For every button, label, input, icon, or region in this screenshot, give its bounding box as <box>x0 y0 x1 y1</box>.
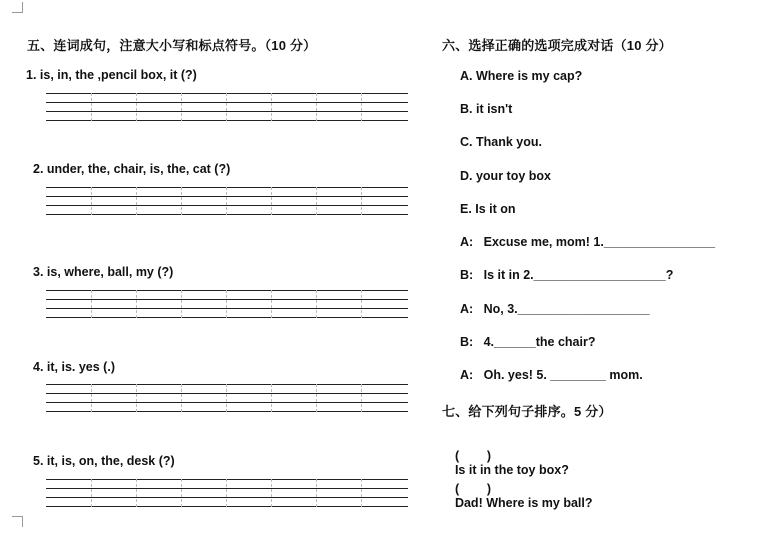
grid-divider <box>271 290 272 318</box>
grid-divider <box>316 187 317 215</box>
grid-divider <box>136 479 137 507</box>
corner-mark-top-left <box>12 2 23 13</box>
grid-divider <box>271 479 272 507</box>
order-bracket-1: ( ) <box>454 449 492 463</box>
ruled-line <box>46 290 408 291</box>
ruled-line <box>46 488 408 489</box>
grid-divider <box>181 93 182 121</box>
question-1: 1. is, in, the ,pencil box, it (?) <box>26 68 197 82</box>
grid-divider <box>316 93 317 121</box>
question-2: 2. under, the, chair, is, the, cat (?) <box>33 162 231 176</box>
ruled-line <box>46 187 408 188</box>
grid-divider <box>316 384 317 412</box>
grid-divider <box>361 93 362 121</box>
question-5: 5. it, is, on, the, desk (?) <box>33 454 175 468</box>
section7-title: 七、给下列句子排序。5 分） <box>442 404 612 419</box>
grid-divider <box>91 290 92 318</box>
ruled-line <box>46 111 408 112</box>
grid-divider <box>91 384 92 412</box>
grid-divider <box>181 479 182 507</box>
grid-divider <box>226 187 227 215</box>
ruled-line <box>46 506 408 507</box>
order-bracket-2: ( ) <box>454 482 492 496</box>
option-e: E. Is it on <box>460 202 516 216</box>
grid-divider <box>181 187 182 215</box>
writing-lines-3 <box>46 290 408 318</box>
grid-divider <box>181 290 182 318</box>
ruled-line <box>46 214 408 215</box>
option-b: B. it isn't <box>460 102 513 116</box>
grid-divider <box>271 384 272 412</box>
grid-divider <box>271 93 272 121</box>
question-4: 4. it, is. yes (.) <box>33 360 115 374</box>
grid-divider <box>91 93 92 121</box>
grid-divider <box>361 384 362 412</box>
ruled-line <box>46 479 408 480</box>
order-text-1: Is it in the toy box? <box>454 463 569 477</box>
grid-divider <box>91 187 92 215</box>
ruled-line <box>46 102 408 103</box>
ruled-line <box>46 196 408 197</box>
ruled-line <box>46 120 408 121</box>
grid-divider <box>226 479 227 507</box>
grid-divider <box>136 187 137 215</box>
writing-lines-1 <box>46 93 408 121</box>
grid-divider <box>316 290 317 318</box>
order-text-2: Dad! Where is my ball? <box>454 496 593 510</box>
option-c: C. Thank you. <box>460 135 542 149</box>
writing-lines-4 <box>46 384 408 412</box>
dialogue-line-4: B: 4.______the chair? <box>460 335 596 349</box>
grid-divider <box>226 93 227 121</box>
ruled-line <box>46 497 408 498</box>
dialogue-line-1: A: Excuse me, mom! 1.________________ <box>460 235 716 249</box>
grid-divider <box>91 479 92 507</box>
grid-divider <box>361 187 362 215</box>
grid-divider <box>181 384 182 412</box>
grid-divider <box>316 479 317 507</box>
order-item-2 <box>448 468 592 510</box>
grid-divider <box>361 290 362 318</box>
ruled-line <box>46 384 408 385</box>
grid-divider <box>361 479 362 507</box>
dialogue-line-2: B: Is it in 2.___________________? <box>460 268 674 282</box>
ruled-line <box>46 393 408 394</box>
option-a: A. Where is my cap? <box>460 69 583 83</box>
ruled-line <box>46 317 408 318</box>
question-3: 3. is, where, ball, my (?) <box>33 265 174 279</box>
section5-title: 五、连词成句，注意大小写和标点符号。（10 分） <box>27 38 317 53</box>
grid-divider <box>226 290 227 318</box>
ruled-line <box>46 308 408 309</box>
section6-title: 六、选择正确的选项完成对话（10 分） <box>442 38 672 53</box>
writing-lines-5 <box>46 479 408 507</box>
ruled-line <box>46 93 408 94</box>
dialogue-line-5: A: Oh. yes! 5. ________ mom. <box>460 368 643 382</box>
grid-divider <box>136 384 137 412</box>
option-d: D. your toy box <box>460 169 551 183</box>
grid-divider <box>271 187 272 215</box>
ruled-line <box>46 411 408 412</box>
ruled-line <box>46 299 408 300</box>
dialogue-line-3: A: No, 3.___________________ <box>460 302 650 316</box>
grid-divider <box>136 290 137 318</box>
corner-mark-bottom-left <box>12 516 23 527</box>
ruled-line <box>46 402 408 403</box>
grid-divider <box>136 93 137 121</box>
grid-divider <box>226 384 227 412</box>
writing-lines-2 <box>46 187 408 215</box>
ruled-line <box>46 205 408 206</box>
